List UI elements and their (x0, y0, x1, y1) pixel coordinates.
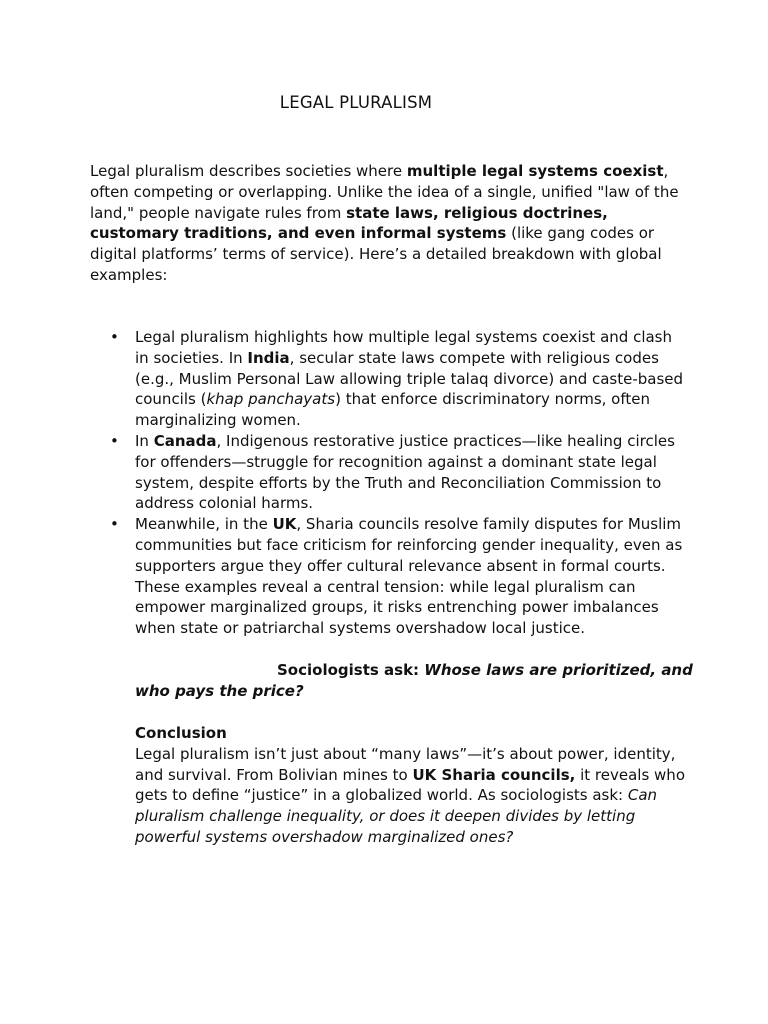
intro-text-1: Legal pluralism describes societies where (90, 162, 407, 180)
intro-text-2: , often competing or overlapping. Unlike the idea of a single, unified "law of the land," people navigate rules from (90, 162, 679, 222)
bullet-text: ) that enforce discriminatory norms, often marginalizing women. (135, 390, 650, 430)
bullet-text: Meanwhile, in the (135, 515, 273, 534)
bullet-bold: UK (272, 515, 297, 534)
conclusion-bold: UK Sharia councils, (412, 765, 576, 784)
bullet-dot: • (110, 328, 119, 346)
bullet-italic: khap panchayats (206, 390, 336, 409)
conclusion-text-1: Legal pluralism isn’t just about “many laws”—it’s about power, identity, and survival. From Bolivian mines to (135, 744, 676, 784)
page-title: LEGAL PLURALISM (279, 93, 433, 112)
sociologists-ask (135, 660, 695, 702)
bullet-item-uk (90, 514, 690, 639)
conclusion-text-2: it reveals who gets to define “justice” in a globalized world. As sociologists ask: (135, 765, 685, 805)
bullet-dot: • (110, 515, 119, 534)
conclusion-section (135, 723, 695, 848)
bullet-item-india (90, 327, 690, 431)
bullet-list (90, 327, 690, 639)
intro-bold-1: multiple legal systems coexist (406, 162, 664, 180)
bullet-text: In (135, 431, 154, 450)
intro-paragraph (90, 161, 690, 286)
bullet-item-canada (90, 431, 690, 514)
conclusion-heading: Conclusion (135, 724, 227, 742)
intro-bold-2: state laws, religious doctrines, customary traditions, and even informal systems (90, 203, 608, 243)
bullet-text: , Sharia councils resolve family disputes for Muslim communities but face criticism for reinforcing gender inequality, even as supporters argue they offer cultural relevance absent in formal courts. These examples reveal a central tension: while legal pluralism can empower marginalized groups, it risks entrenching power imbalances when state or patriarchal systems overshadow local justice. (135, 515, 683, 638)
bullet-bold: Canada (153, 431, 217, 450)
bullet-text: Legal pluralism highlights how multiple legal systems coexist and clash in societies. In (135, 328, 672, 367)
bullet-text: , secular state laws compete with religious codes (e.g., Muslim Personal Law allowing triple talaq divorce) and caste-based councils ( (135, 348, 684, 409)
bullet-dot: • (110, 431, 119, 450)
bullet-text: , Indigenous restorative justice practices—like healing circles for offenders—struggle for recognition against a dominant state legal system, despite efforts by the Truth and Reconciliation Commission to address colonial harms. (135, 431, 675, 513)
conclusion-paragraph (135, 744, 695, 848)
conclusion-italic: Can pluralism challenge inequality, or does it deepen divides by letting powerful systems overshadow marginalized ones? (135, 786, 658, 846)
ask-question: Whose laws are prioritized, and who pays the price? (135, 661, 693, 700)
intro-text-3: (like gang codes or digital platforms’ terms of service). Here’s a detailed breakdown with global examples: (90, 224, 662, 284)
ask-lead: Sociologists ask: (277, 661, 425, 679)
bullet-bold: India (247, 348, 290, 367)
